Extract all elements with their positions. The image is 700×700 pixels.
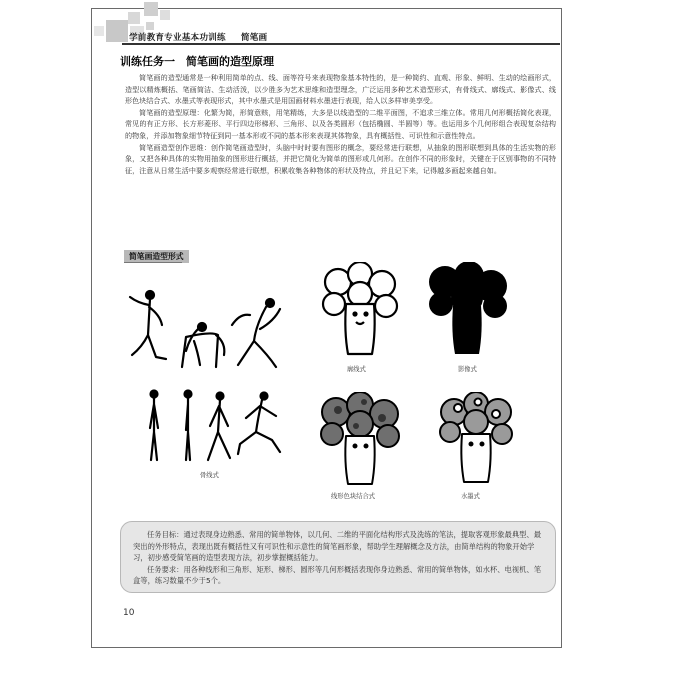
ink-broccoli-illustration — [436, 392, 516, 486]
silhouette-broccoli-illustration — [425, 262, 510, 357]
task-note-box — [120, 521, 556, 593]
body-text — [125, 72, 556, 176]
book-title: 简笔画 — [240, 33, 268, 43]
header-rule — [122, 43, 560, 45]
page-number: 10 — [123, 608, 135, 618]
series-title: 学前教育专业基本功训练 — [129, 33, 226, 43]
task-requirement: 任务要求：用各种线形和三角形、矩形、梯形、圆形等几何形概括表现你身边熟悉、常用的简单物体，如水杯、电视机、笔盒等，练习数量不少于5个。 — [133, 564, 542, 585]
walking-figures-illustration — [140, 388, 290, 468]
figure-label: 简笔画造型形式 — [124, 250, 189, 263]
outline-broccoli-illustration — [320, 262, 400, 360]
caption-silhouette: 影像式 — [458, 366, 477, 373]
section-title: 训练任务一 简笔画的造型原理 — [120, 55, 274, 68]
caption-linecolor: 线形色块结合式 — [331, 493, 376, 500]
caption-ink: 水墨式 — [461, 493, 480, 500]
task-goal: 任务目标：通过表现身边熟悉、常用的简单物体，以几何、二维的平面化结构形式及洗练的笔法，提取客观形象最典型、最突出的外形特点，表现出既有概括性又有可识性和示意性的简笔画形象，帮助学生理解概念及方法，由简单结构的物象开始学习，初步感受简笔画的造型表现方法，初步掌握概括能力。 — [133, 530, 542, 562]
figure-label-rule — [124, 262, 182, 263]
running-header — [129, 31, 267, 43]
paragraph: 简笔画的造型原理：化繁为简，形简意赅，用笔精练，大多是以线造型的二维平面图，不追求三维立体。常用几何形概括简化表现，常见的有正方形、长方形菱形、平行四边形梯形、三角形、以及各类圆形（包括椭圆、半圆等）等。也运用多个几何形组合表现复杂结构的物象，并添加物象细节特征到同一基本形或不同的基本形来表现其体物象，具有概括性、可识性和示意性特点。 — [125, 107, 556, 140]
paragraph: 简笔画造型创作思维：创作简笔画造型时，头脑中时时要有图形的概念，要经常进行联想，从抽象的图形联想到具体的生活实物的形象，又把各种具体的实物用抽象的图形进行概括，并把它简化为简单的图形或几何形。在创作不同的形象时，关键在于区别事物的不同特征，注意从日常生活中要多观察经常进行联想，积累收集各种物体的形状及特点，并且记下来，记得越多画起来越自如。 — [125, 142, 556, 175]
caption-skeleton: 骨线式 — [200, 472, 219, 479]
skeleton-figures-illustration — [120, 285, 290, 380]
linecolor-broccoli-illustration — [318, 392, 403, 488]
paragraph: 简笔画的造型通常是一种利用简单的点、线、面等符号来表现物象基本特性的，是一种简约、直观、形象、鲜明、生动的绘画形式，造型以精炼概括、笔画简洁、生动活泼，以少胜多为艺术思维和造型理念，广泛运用多种艺术造型形式，有骨线式、廓线式、影像式、线形色块结合式、水墨式等表现形式，其中水墨式是用国画材料水墨进行表现，给人以多样审美享受。 — [125, 73, 556, 106]
caption-outline: 廓线式 — [347, 366, 366, 373]
